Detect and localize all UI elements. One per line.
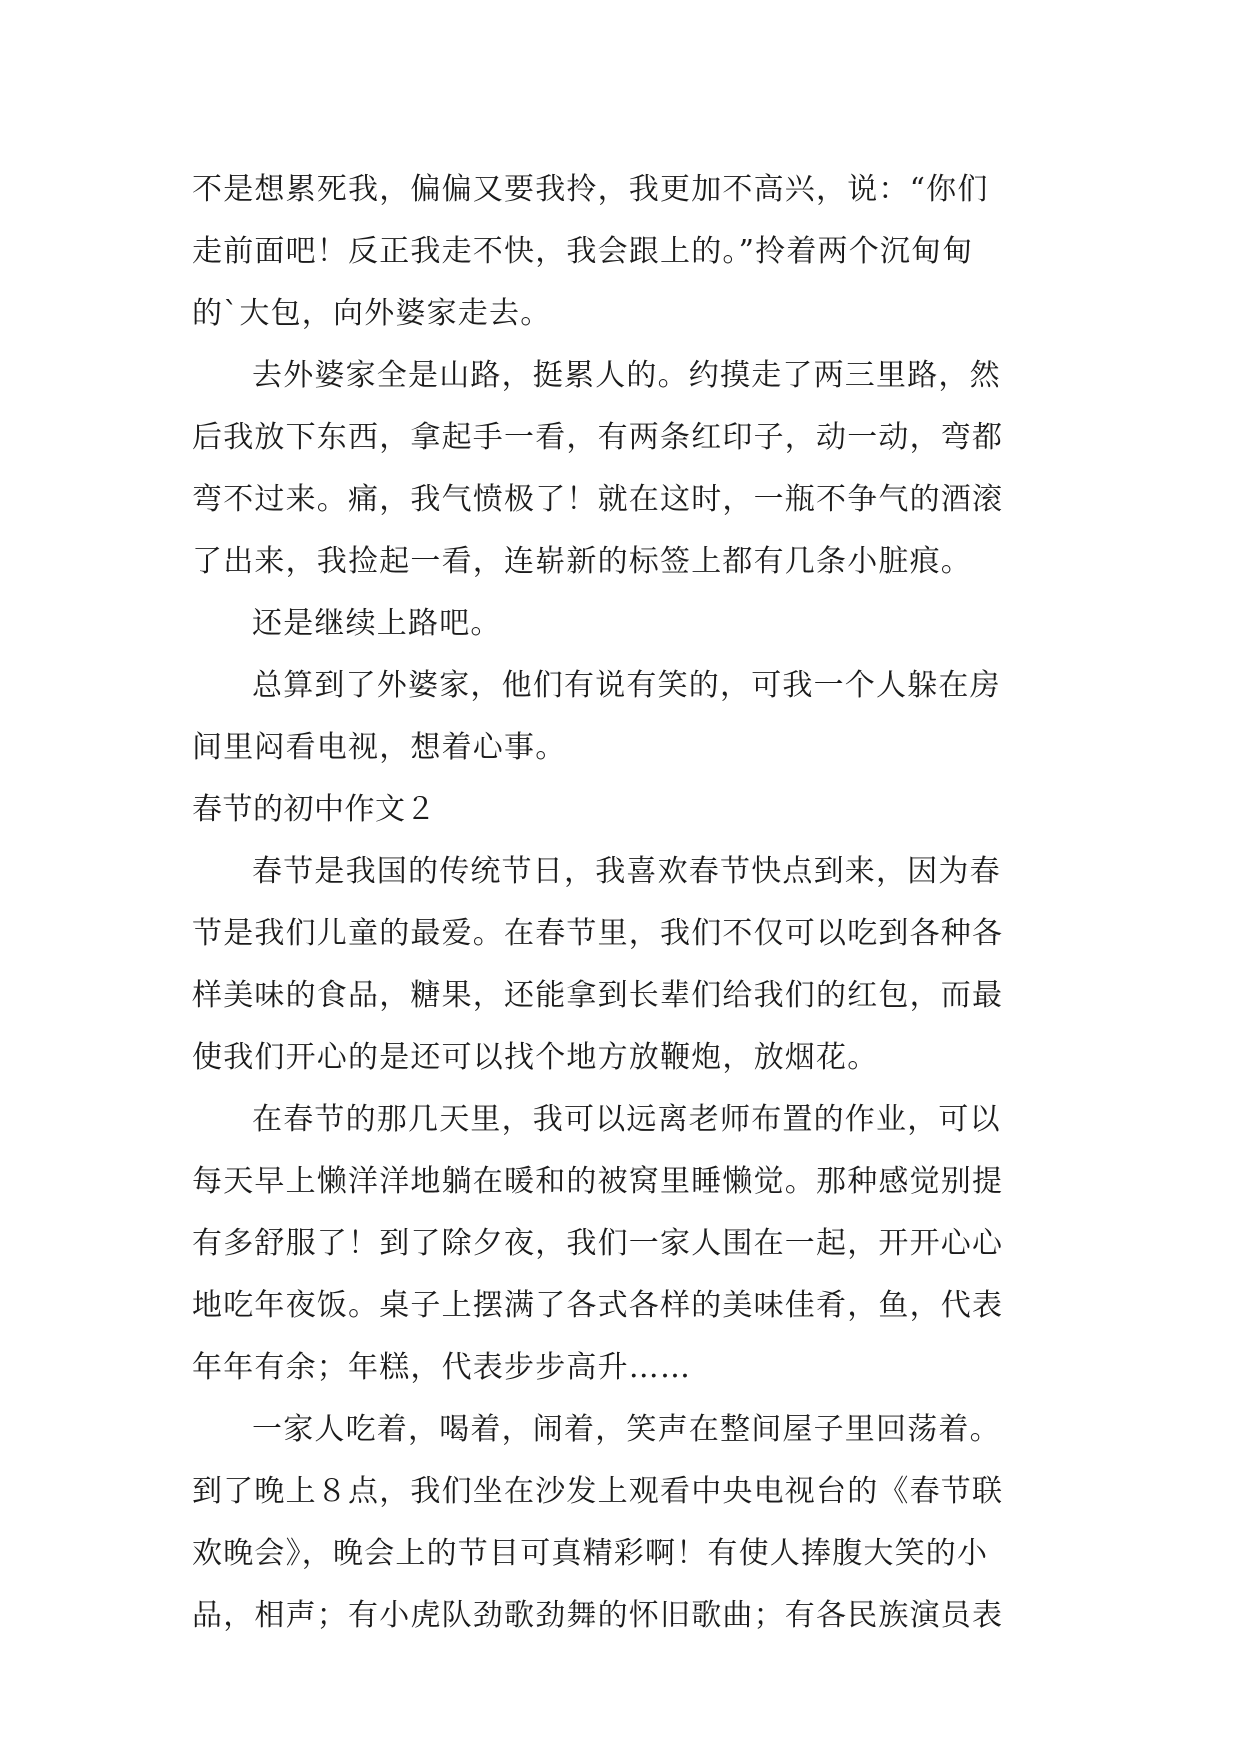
text-line: 的`大包，向外婆家走去。 — [192, 296, 552, 331]
paragraph-first-line: 在春节的那几天里，我可以远离老师布置的作业，可以 — [252, 1102, 1001, 1137]
text-line: 了出来，我捡起一看，连崭新的标签上都有几条小脏痕。 — [192, 544, 972, 579]
text-line: 不是想累死我，偏偏又要我拎，我更加不高兴，说：“你们 — [192, 172, 989, 207]
paragraph-first-line: 去外婆家全是山路，挺累人的。约摸走了两三里路，然 — [252, 358, 1001, 393]
text-line: 后我放下东西，拿起手一看，有两条红印子，动一动，弯都 — [192, 420, 1004, 455]
section-heading: 春节的初中作文２ — [192, 792, 436, 827]
text-line: 节是我们儿童的最爱。在春节里，我们不仅可以吃到各种各 — [192, 916, 1004, 951]
paragraph-first-line: 一家人吃着，喝着，闹着，笑声在整间屋子里回荡着。 — [252, 1412, 1001, 1447]
text-line: 走前面吧！反正我走不快，我会跟上的。”拎着两个沉甸甸 — [192, 234, 974, 269]
document-body — [192, 159, 1092, 1647]
text-line: 年年有余；年糕，代表步步高升…… — [192, 1350, 692, 1385]
text-line: 样美味的食品，糖果，还能拿到长辈们给我们的红包，而最 — [192, 978, 1004, 1013]
text-line: 地吃年夜饭。桌子上摆满了各式各样的美味佳肴，鱼，代表 — [192, 1288, 1004, 1323]
text-line: 使我们开心的是还可以找个地方放鞭炮，放烟花。 — [192, 1040, 879, 1075]
paragraph-first-line: 总算到了外婆家，他们有说有笑的，可我一个人躲在房 — [252, 668, 1001, 703]
text-line: 到了晚上８点，我们坐在沙发上观看中央电视台的《春节联 — [192, 1474, 1004, 1509]
text-line: 欢晚会》，晚会上的节目可真精彩啊！有使人捧腹大笑的小 — [192, 1536, 989, 1571]
text-line: 每天早上懒洋洋地躺在暖和的被窝里睡懒觉。那种感觉别提 — [192, 1164, 1004, 1199]
text-line: 有多舒服了！到了除夕夜，我们一家人围在一起，开开心心 — [192, 1226, 1004, 1261]
text-line: 品，相声；有小虎队劲歌劲舞的怀旧歌曲；有各民族演员表 — [192, 1598, 1004, 1633]
text-line: 间里闷看电视，想着心事。 — [192, 730, 567, 765]
text-line: 弯不过来。痛，我气愤极了！就在这时，一瓶不争气的酒滚 — [192, 482, 1004, 517]
paragraph-first-line: 还是继续上路吧。 — [252, 606, 502, 641]
paragraph-first-line: 春节是我国的传统节日，我喜欢春节快点到来，因为春 — [252, 854, 1001, 889]
